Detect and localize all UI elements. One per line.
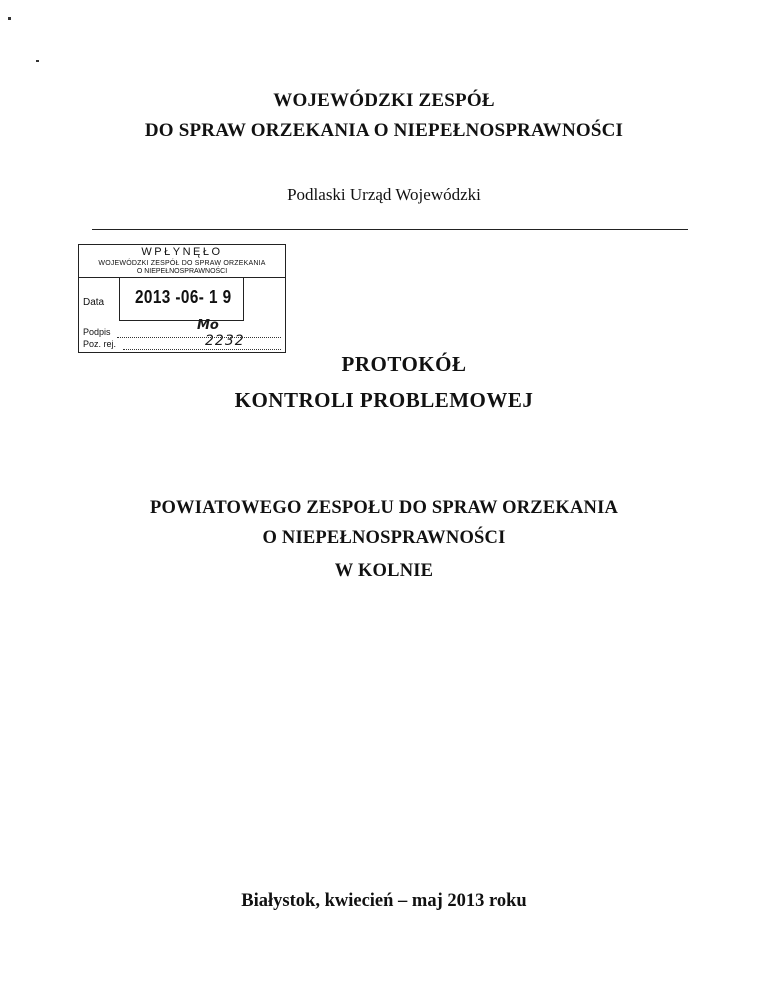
stamp-date-value: 2013 -06- 1 9 [135, 287, 232, 307]
stamp-org-line-1: WOJEWÓDZKI ZESPÓŁ DO SPRAW ORZEKANIA [98, 260, 266, 267]
stamp-org-line-2: O NIEPEŁNOSPRAWNOŚCI [136, 268, 228, 275]
place-and-date: Białystok, kwiecień – maj 2013 roku [241, 891, 527, 911]
protocol-subtitle: KONTROLI PROBLEMOWEJ [234, 388, 534, 412]
stamp-reg-label: Poz. rej. [83, 339, 117, 349]
header-line-2: DO SPRAW ORZEKANIA O NIEPEŁNOSPRAWNOŚCI [144, 120, 624, 141]
stamp-date-label: Data [83, 297, 105, 308]
received-stamp [78, 244, 286, 353]
header-line-1: WOJEWÓDZKI ZESPÓŁ [273, 90, 495, 111]
reg-dots [123, 349, 281, 350]
scan-speck [36, 60, 39, 62]
header-rule [92, 229, 688, 230]
signature-mark: Mo [197, 318, 219, 333]
reg-number: 2232 [205, 333, 245, 349]
office-name: Podlaski Urząd Wojewódzki [287, 185, 481, 204]
subject-line-3: W KOLNIE [334, 561, 434, 581]
scan-speck [8, 17, 11, 20]
signature-dots [117, 337, 281, 338]
stamp-signature-label: Podpis [83, 327, 111, 337]
protocol-title: PROTOKÓŁ [341, 352, 467, 376]
stamp-title: WPŁYNĘŁO [141, 246, 223, 258]
subject-line-2: O NIEPEŁNOSPRAWNOŚCI [262, 528, 506, 548]
subject-line-1: POWIATOWEGO ZESPOŁU DO SPRAW ORZEKANIA [149, 498, 619, 518]
